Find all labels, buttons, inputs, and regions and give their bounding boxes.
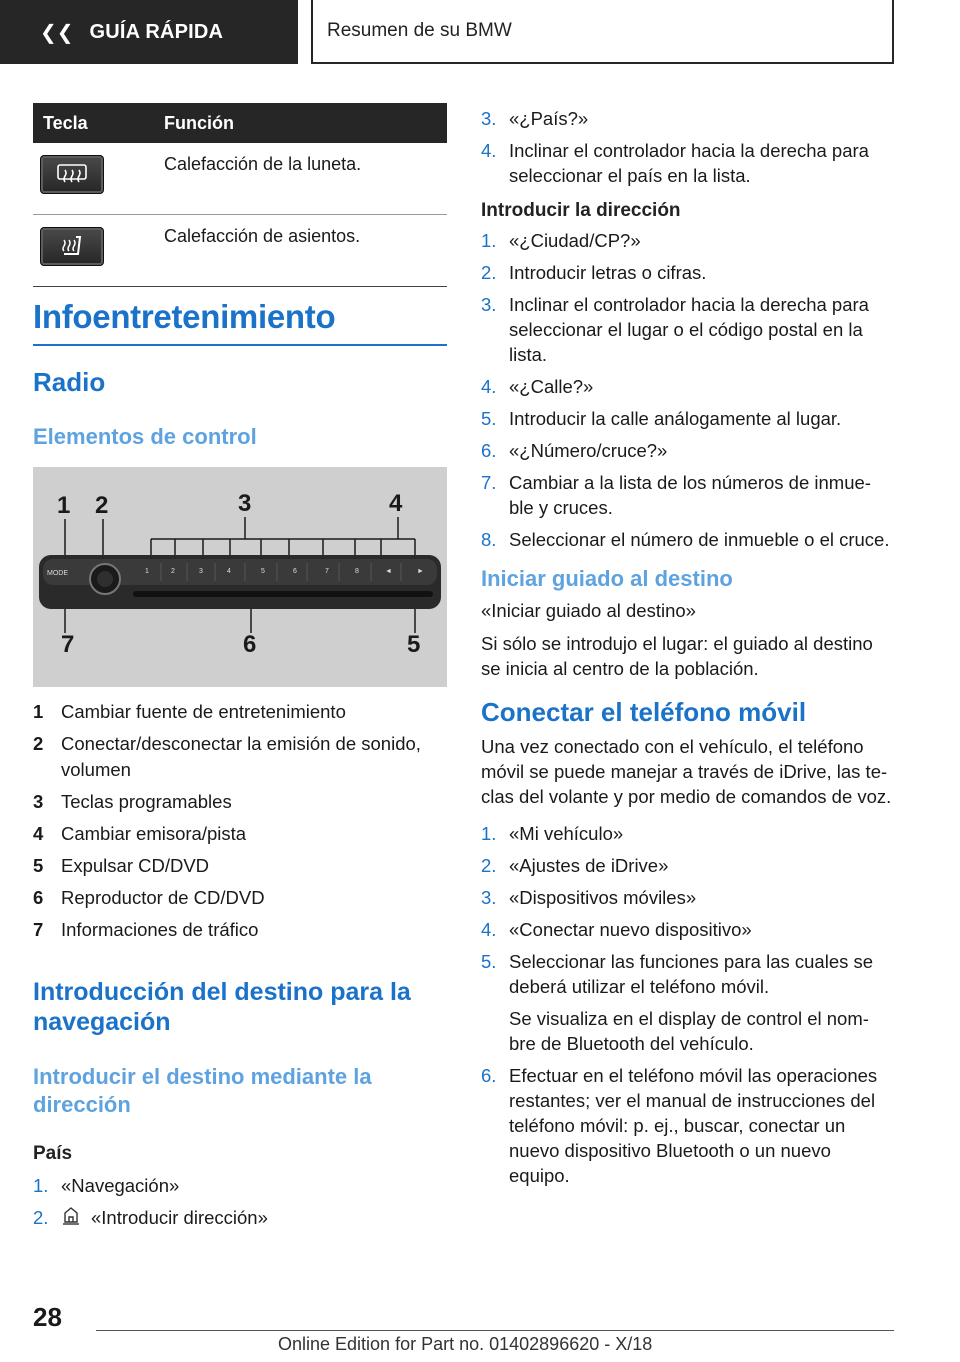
chapter-header xyxy=(311,0,894,64)
radio-control-panel-image xyxy=(33,467,447,687)
destination-subheading: Introducir el destino mediante la dirección xyxy=(33,1064,372,1117)
country-label: País xyxy=(33,1143,73,1164)
key-function-text: Calefacción de la luneta. xyxy=(164,143,447,215)
guidance-menu-text: «Iniciar guiado al destino» xyxy=(481,600,696,621)
chapter-title: Resumen de su BMW xyxy=(327,20,512,41)
list-item: 4. «¿Calle?» xyxy=(481,376,594,397)
list-item: 7 Informaciones de tráfico xyxy=(33,919,259,940)
callout-6: 6 xyxy=(243,631,257,658)
preset-2: 2 xyxy=(171,568,175,575)
table-header-function: Función xyxy=(164,103,447,143)
phone-intro: Una vez conectado con el vehículo, el teléfono móvil se puede manejar a través de iDrive, las te- clas del volante y por medio de comandos de voz. xyxy=(481,736,892,807)
preset-7: 7 xyxy=(325,568,329,575)
left-column xyxy=(33,103,447,1228)
callout-1: 1 xyxy=(57,492,71,519)
list-item: 2. Introducir letras o cifras. xyxy=(481,262,707,283)
key-function-text: Calefacción de asientos. xyxy=(164,215,447,287)
list-item: 7. Cambiar a la lista de los números de inmue- ble y cruces. xyxy=(481,472,871,518)
panel-mode-label: MODE xyxy=(47,570,68,577)
preset-6: 6 xyxy=(293,568,297,575)
list-item: 2. «Introducir dirección» xyxy=(33,1205,447,1231)
preset-4: 4 xyxy=(227,568,231,575)
table-row xyxy=(33,143,447,215)
list-item: 2 Conectar/desconectar la emisión de sonido, volumen xyxy=(33,733,421,780)
seat-heating-icon xyxy=(40,227,104,266)
table-row xyxy=(33,215,447,287)
edition-text: Online Edition for Part no. 01402896620 - X/18 xyxy=(278,1334,653,1354)
list-item: 6. Efectuar en el teléfono móvil las operaciones restantes; ver el manual de instrucciones del teléfono móvil: p. ej., buscar, conectar un nuevo dispositivo Bluetooth o un nuevo equipo. xyxy=(481,1065,878,1186)
country-section xyxy=(33,1143,447,1238)
list-item: 6 Reproductor de CD/DVD xyxy=(33,887,265,908)
controls-heading: Elementos de control xyxy=(33,424,257,449)
callout-5: 5 xyxy=(407,631,421,658)
seek-forward: ► xyxy=(417,568,424,575)
page-number: 28 xyxy=(33,1302,62,1332)
key-function-table xyxy=(33,103,447,287)
footer-divider xyxy=(96,1330,894,1331)
phone-heading: Conectar el teléfono móvil xyxy=(481,697,807,727)
list-item: 3 Teclas programables xyxy=(33,791,232,812)
control-legend xyxy=(33,699,447,949)
section-title: GUÍA RÁPIDA xyxy=(89,20,224,43)
table-header-key: Tecla xyxy=(33,103,164,143)
list-item: 3. «Dispositivos móviles» xyxy=(481,887,697,908)
list-item: 2. «Ajustes de iDrive» xyxy=(481,855,669,876)
address-label: Introducir la dirección xyxy=(481,200,681,221)
preset-8: 8 xyxy=(355,568,359,575)
list-item: 1 Cambiar fuente de entretenimiento xyxy=(33,701,346,722)
list-item: 8. Seleccionar el número de inmueble o el cruce. xyxy=(481,529,890,550)
list-item: 1. «¿Ciudad/CP?» xyxy=(481,230,641,251)
section-tab xyxy=(0,0,298,64)
list-item: 5 Expulsar CD/DVD xyxy=(33,855,210,876)
right-column xyxy=(481,103,896,1195)
list-item: 4. «Conectar nuevo dispositivo» xyxy=(481,919,752,940)
destination-heading: Introducción del destino para la navegación xyxy=(33,978,411,1036)
list-item: 6. «¿Número/cruce?» xyxy=(481,440,668,461)
list-item: 5. Seleccionar las funciones para las cuales se deberá utilizar el teléfono móvil. Se visualiza en el display de control el nom- bre de Bluetooth del vehículo. xyxy=(481,949,896,1056)
preset-5: 5 xyxy=(261,568,265,575)
list-item: 3. Inclinar el controlador hacia la derecha para seleccionar el lugar o el código postal en la lista. xyxy=(481,294,869,365)
guidance-note: Si sólo se introdujo el lugar: el guiado al destino se inicia al centro de la población. xyxy=(481,633,873,679)
rear-window-defrost-icon xyxy=(40,155,104,194)
seek-back: ◄ xyxy=(385,568,392,575)
callout-3: 3 xyxy=(238,490,252,517)
infotainment-heading: Infoentretenimiento xyxy=(33,298,447,346)
callout-2: 2 xyxy=(95,492,109,519)
list-item: 4 Cambiar emisora/pista xyxy=(33,823,247,844)
radio-heading: Radio xyxy=(33,367,106,397)
list-item: 1. «Navegación» xyxy=(33,1175,180,1196)
list-item: 1. «Mi vehículo» xyxy=(481,823,624,844)
double-chevron-left-icon: ❮❮ xyxy=(40,21,74,44)
list-item: 5. Introducir la calle análogamente al lugar. xyxy=(481,408,842,429)
address-entry-icon xyxy=(61,1205,91,1231)
preset-3: 3 xyxy=(199,568,203,575)
callout-4: 4 xyxy=(389,490,403,517)
list-item: 3. «¿País?» xyxy=(481,108,589,129)
list-item: 4. Inclinar el controlador hacia la derecha para seleccionar el país en la lista. xyxy=(481,140,869,186)
guidance-heading: Iniciar guiado al destino xyxy=(481,566,733,591)
preset-1: 1 xyxy=(145,568,149,575)
callout-7: 7 xyxy=(61,631,75,658)
step-note: Se visualiza en el display de control el nom- bre de Bluetooth del vehículo. xyxy=(509,1008,869,1054)
